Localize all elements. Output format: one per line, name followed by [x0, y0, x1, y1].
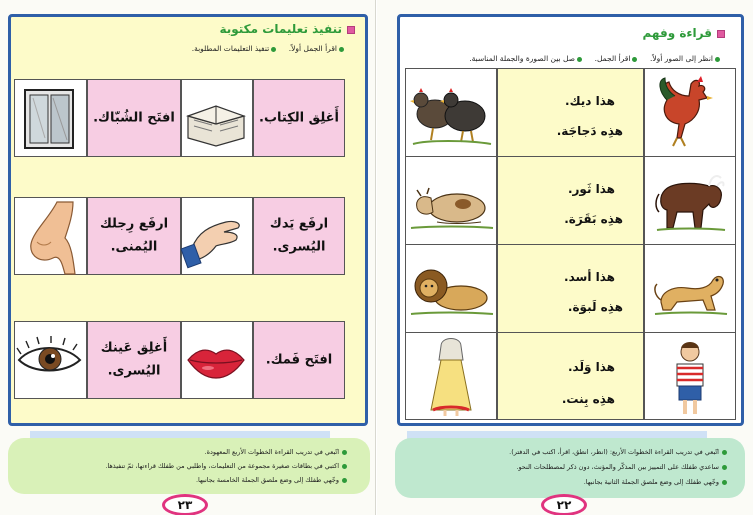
- picture-card-window: [14, 79, 87, 157]
- page-number: ٢٣: [162, 494, 208, 515]
- hens-icon: [407, 76, 495, 150]
- bullet-icon: [339, 47, 344, 52]
- lips-icon: [180, 322, 252, 400]
- title-bullet-icon: [717, 30, 725, 38]
- sentence-this-lion: هذا أسد.: [564, 270, 615, 284]
- boy-icon: [651, 338, 729, 420]
- bullet-icon: [722, 480, 727, 485]
- sentence-this-ox: هذا ثَور.: [567, 182, 615, 196]
- right-note-3: وجّهي طفلك إلى وضع ملصق الجملة الثانية بجانبها.: [584, 478, 727, 486]
- instruction-card-close-left-eye: [87, 321, 181, 399]
- instruction-card-raise-left-hand: [253, 197, 345, 275]
- sentence-this-girl: هذِه بِنت.: [561, 392, 615, 406]
- cow-icon: [407, 164, 495, 238]
- left-instructions: اقرأ الجمل أولاً. تنفيذ التعليمات المطلوبة.: [192, 44, 347, 53]
- sentence-this-cow: هذِه بَقَرَة.: [564, 212, 623, 226]
- instruction-text: أَغلِق الكِتاب.: [259, 110, 339, 126]
- girl-icon: [407, 336, 495, 420]
- row-divider: [405, 156, 736, 157]
- instruction-text: أَغلِق عَينك اليُسرى.: [100, 340, 168, 379]
- instruction-card-open-window: [87, 79, 181, 157]
- lion-icon: [407, 252, 495, 326]
- bullet-icon: [342, 450, 347, 455]
- title-bullet-icon: [347, 26, 355, 34]
- page-number: ٢٢: [541, 494, 587, 515]
- bullet-icon: [722, 465, 727, 470]
- sentence-this-rooster: هذا ديك.: [565, 94, 615, 108]
- sentence-this-boy: هذا وَلَد.: [568, 360, 615, 374]
- right-instructions: انظر إلى الصور أولاً. اقرأ الجمل. صل بين الصورة والجملة المناسبة.: [469, 54, 723, 63]
- left-note-1: اتّبعي في تدريب القراءة الخطوات الأربع المعهودة.: [205, 448, 347, 456]
- picture-card-leg: [14, 197, 87, 275]
- picture-card-hand: [181, 197, 253, 275]
- window-icon: [13, 80, 86, 158]
- left-page-title: تنفيذ تعليمات مكتوبة: [219, 22, 355, 36]
- bullet-icon: [577, 57, 582, 62]
- instruction-text: افتَح الشُبّاك.: [93, 110, 175, 126]
- right-note-2: ساعدي طفلك على التمييز بين المذكّر والمؤنث، دون ذكر لمصطلحات النحو.: [516, 463, 727, 471]
- row-divider: [405, 244, 736, 245]
- right-page: [377, 0, 753, 515]
- picture-card-lips: [181, 321, 253, 399]
- picture-card-eye: [14, 321, 87, 399]
- leg-icon: [13, 198, 86, 276]
- left-note-3: وجّهي طفلك إلى وضع ملصق الجملة الخامسة بجانبها.: [196, 476, 347, 484]
- instruction-card-close-book: [253, 79, 345, 157]
- bullet-icon: [342, 478, 347, 483]
- right-note-1: اتّبعي في تدريب القراءة الخطوات الأربع: (انظر، انطق، اقرأ، اكتب في الدفتر).: [509, 448, 727, 456]
- left-note-2: اكتبي في بطاقات صغيرة مجموعة من التعليمات، واطلبي من طفلك قراءتها، ثمّ تنفيذها.: [105, 462, 347, 470]
- eye-icon: [13, 322, 86, 400]
- hand-icon: [180, 198, 252, 276]
- instruction-card-open-mouth: [253, 321, 345, 399]
- bullet-icon: [632, 57, 637, 62]
- lioness-icon: [651, 252, 729, 326]
- right-page-title: قراءة وفهم: [643, 26, 725, 40]
- bullet-icon: [715, 57, 720, 62]
- instruction-card-raise-right-leg: [87, 197, 181, 275]
- bull-icon: [651, 164, 729, 238]
- instruction-text: ارفَع رِجلك اليُمنى.: [99, 216, 169, 255]
- book-icon: [180, 80, 252, 158]
- sentence-this-hen: هذِه دَجاجَة.: [556, 124, 623, 138]
- picture-card-book: [181, 79, 253, 157]
- bullet-icon: [342, 464, 347, 469]
- bullet-icon: [722, 450, 727, 455]
- instruction-text: افتَح فَمك.: [265, 352, 333, 368]
- row-divider: [405, 332, 736, 333]
- bullet-icon: [271, 47, 276, 52]
- sentence-this-lioness: هذِه لَبوَة.: [567, 300, 623, 314]
- rooster-icon: [651, 76, 729, 150]
- instruction-text: ارفَع يَدك اليُسرى.: [269, 216, 329, 255]
- left-page: [0, 0, 376, 515]
